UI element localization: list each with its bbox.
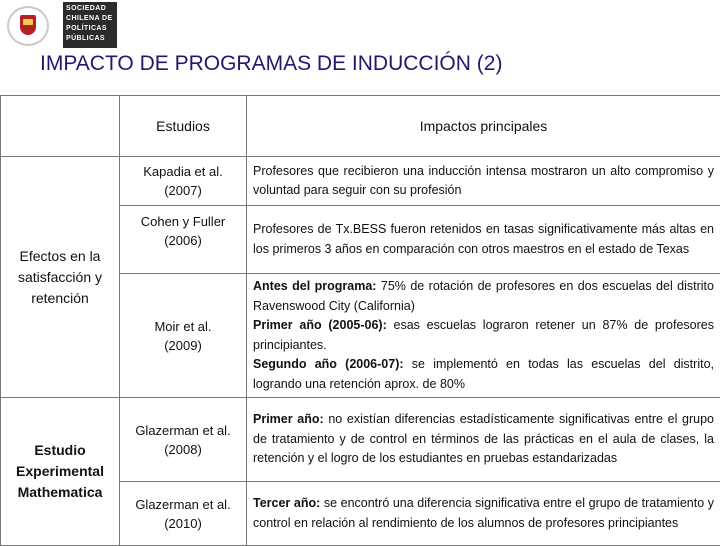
- impact-cell: [247, 482, 720, 546]
- group-label-satisfaction: Efectos en la satisfacción y retención: [1, 157, 120, 398]
- impact-text: 75% de rotación de profesores en dos escuelas del distrito Ravenswood City (California): [253, 279, 714, 313]
- impact-text: no existían diferencias estadísticamente significativas entre el grupo de tratamiento y de control en términos de las prácticas en el aula de clases, la retención y el logro de los estudiantes en pruebas estandarizadas: [253, 412, 714, 465]
- society-logo: [4, 2, 116, 48]
- table-row: [1, 398, 720, 482]
- impact-cell: [247, 274, 720, 398]
- studies-table: [0, 95, 720, 546]
- impact-label: Segundo año (2006-07):: [253, 357, 404, 371]
- crest-icon: [7, 6, 49, 46]
- study-cell: Moir et al. (2009): [120, 274, 247, 398]
- impact-label: Primer año (2005-06):: [253, 318, 387, 332]
- impact-text: se implementó en todas las escuelas del distrito, logrando una retención aprox. de 80%: [253, 357, 714, 391]
- impact-cell: Profesores que recibieron una inducción intensa mostraron un alto compromiso y voluntad para seguir con su profesión: [247, 157, 720, 206]
- impact-label: Tercer año:: [253, 496, 320, 510]
- impact-text: esas escuelas lograron retener un 87% de profesores principiantes.: [253, 318, 714, 352]
- study-cell: Glazerman et al. (2010): [120, 482, 247, 546]
- header-group: [1, 96, 120, 157]
- study-cell: Kapadia et al. (2007): [120, 157, 247, 206]
- impact-label: Primer año:: [253, 412, 324, 426]
- impact-paragraph: [253, 316, 714, 355]
- header-studies: Estudios: [120, 96, 247, 157]
- logo-line: SOCIEDAD: [66, 4, 114, 14]
- logo-line: CHILENA DE: [66, 14, 114, 24]
- group-label-mathematica: Estudio Experimental Mathematica: [1, 398, 120, 546]
- impact-cell: Profesores de Tx.BESS fueron retenidos en tasas significativamente más altas en los primeros 3 años en comparación con otros maestros en el estado de Texas: [247, 206, 720, 274]
- logo-wordmark: [63, 2, 117, 48]
- impact-text: se encontró una diferencia significativa entre el grupo de tratamiento y control en relación al rendimiento de los alumnos de profesores principiantes: [253, 496, 714, 530]
- header-impacts: Impactos principales: [247, 96, 720, 157]
- impact-paragraph: [253, 355, 714, 394]
- study-cell: Glazerman et al. (2008): [120, 398, 247, 482]
- impact-paragraph: [253, 277, 714, 316]
- page-title: IMPACTO DE PROGRAMAS DE INDUCCIÓN (2): [40, 52, 502, 76]
- logo-line: POLÍTICAS: [66, 24, 114, 34]
- impact-label: Antes del programa:: [253, 279, 376, 293]
- table-row: [1, 157, 720, 206]
- impact-cell: [247, 398, 720, 482]
- table-header-row: [1, 96, 720, 157]
- study-cell: Cohen y Fuller (2006): [120, 206, 247, 274]
- logo-line: PÚBLICAS: [66, 34, 114, 44]
